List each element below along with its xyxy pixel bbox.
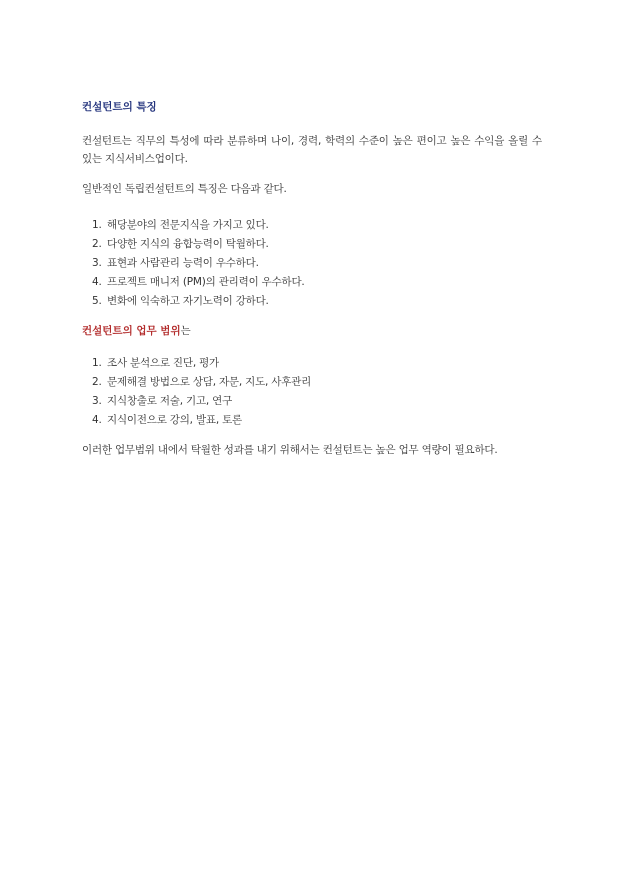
list-text: 조사 분석으로 진단, 평가 <box>107 357 219 369</box>
section-title-scope-suffix: 는 <box>180 325 191 337</box>
list-text: 해당분야의 전문지식을 가지고 있다. <box>107 219 269 231</box>
list-number: 4. <box>92 414 102 426</box>
list-item <box>92 392 311 411</box>
section-title-characteristics: 컨설턴트의 특징 <box>82 101 157 113</box>
list-number: 3. <box>92 395 102 407</box>
list-item <box>92 292 305 311</box>
list-text: 변화에 익숙하고 자기노력이 강하다. <box>107 295 269 307</box>
list-text: 지식이전으로 강의, 발표, 토론 <box>107 414 243 426</box>
list-number: 1. <box>92 357 102 369</box>
list-number: 5. <box>92 295 102 307</box>
list-item <box>92 254 305 273</box>
list-number: 2. <box>92 376 102 388</box>
list-item <box>92 216 305 235</box>
characteristics-list <box>92 216 305 311</box>
intro-paragraph: 컨설턴트는 직무의 특성에 따라 분류하며 나이, 경력, 학력의 수준이 높은 편이고 높은 수익을 올릴 수 있는 지식서비스업이다. <box>82 135 542 165</box>
list-item <box>92 373 311 392</box>
scope-list <box>92 354 311 430</box>
list-number: 3. <box>92 257 102 269</box>
list-text: 지식창출로 저술, 기고, 연구 <box>107 395 233 407</box>
list-text: 다양한 지식의 융합능력이 탁월하다. <box>107 238 269 250</box>
closing-paragraph: 이러한 업무범위 내에서 탁월한 성과를 내기 위해서는 컨설턴트는 높은 업무 역량이 필요하다. <box>82 444 498 456</box>
list-number: 1. <box>92 219 102 231</box>
list-text: 문제해결 방법으로 상담, 자문, 지도, 사후관리 <box>107 376 312 388</box>
list-text: 표현과 사람관리 능력이 우수하다. <box>107 257 259 269</box>
list-number: 2. <box>92 238 102 250</box>
list-intro-paragraph: 일반적인 독립컨설턴트의 특징은 다음과 같다. <box>82 183 287 195</box>
list-item <box>92 411 311 430</box>
section-title-scope-highlight: 컨설턴트의 업무 범위 <box>82 325 181 337</box>
list-item <box>92 273 305 292</box>
list-item <box>92 354 311 373</box>
list-number: 4. <box>92 276 102 288</box>
section-title-scope <box>82 322 191 340</box>
list-text: 프로젝트 매니저 (PM)의 관리력이 우수하다. <box>107 276 305 288</box>
list-item <box>92 235 305 254</box>
